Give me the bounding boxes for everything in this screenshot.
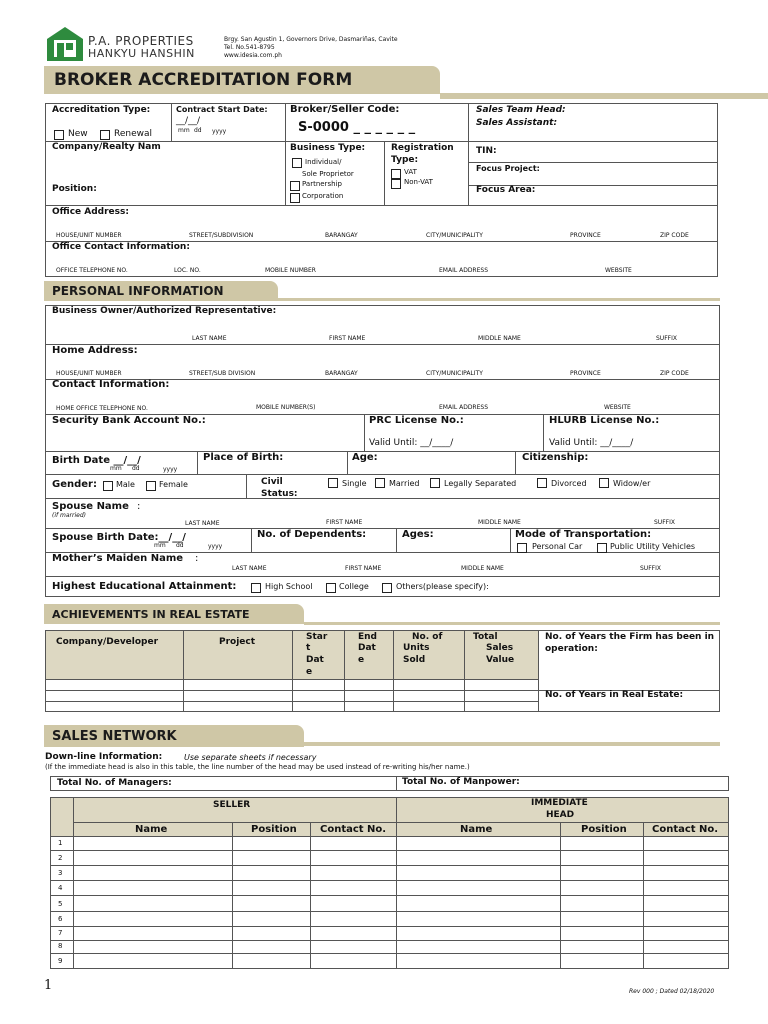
home-col-3: BARANGAY [325, 370, 358, 377]
years-firm-label: No. of Years the Firm has been in operation: [545, 632, 715, 654]
personal-title: PERSONAL INFORMATION [52, 284, 224, 298]
age-label: Age: [352, 452, 378, 463]
mother-colon: : [195, 553, 199, 564]
col-start-4: e [306, 667, 313, 677]
hlurb-label: HLURB License No.: [549, 415, 660, 426]
seller-col-name: Name [135, 824, 168, 835]
home-address-label: Home Address: [52, 345, 138, 356]
col-end-2: Dat [358, 643, 376, 653]
home-col-5: PROVINCE [570, 370, 601, 377]
col-start-3: Dat [306, 655, 324, 665]
high-school-label: High School [265, 582, 313, 591]
spouse-col-4: SUFFIX [654, 519, 675, 526]
married-checkbox[interactable] [375, 478, 385, 488]
office-addr-col-3: BARANGAY [325, 232, 358, 239]
others-label: Others(please specify): [396, 582, 489, 591]
row-number-4: 4 [58, 884, 63, 892]
col-project: Project [219, 637, 256, 647]
nonvat-label: Non-VAT [404, 178, 433, 186]
office-addr-col-2: STREET/SUBDIVISION [189, 232, 254, 239]
hlurb-valid-until[interactable]: Valid Until: __/____/ [549, 438, 634, 448]
office-addr-col-5: PROVINCE [570, 232, 601, 239]
personal-rule [278, 298, 720, 301]
col-units-1: No. of [412, 632, 443, 642]
years-re-label: No. of Years in Real Estate: [545, 690, 684, 700]
office-contact-col-3: MOBILE NUMBER [265, 267, 316, 274]
downline-note: (If the immediate head is also in this table, the line number of the head may be used instead of re-writing his/her name.) [45, 763, 470, 771]
office-contact-col-5: WEBSITE [605, 267, 632, 274]
contact-col-1: HOME OFFICE TELEPHONE NO. [56, 405, 148, 412]
col-total-3: Value [486, 655, 515, 665]
mother-col-1: LAST NAME [232, 565, 267, 572]
sales-assistant-label: Sales Assistant: [476, 118, 558, 128]
birth-dd: dd [132, 465, 140, 472]
registration-type-label: Registration Type: [391, 143, 454, 165]
col-units-3: Sold [403, 655, 426, 665]
mother-col-2: FIRST NAME [345, 565, 382, 572]
mother-col-4: SUFFIX [640, 565, 661, 572]
contact-info-label: Contact Information: [52, 379, 170, 390]
education-label: Highest Educational Attainment: [52, 581, 237, 592]
focus-area-label: Focus Area: [476, 185, 536, 195]
achievements-rule [304, 622, 720, 625]
male-checkbox[interactable] [103, 481, 113, 491]
downline-label: Down-line Information: [45, 752, 163, 762]
female-label: Female [159, 480, 188, 489]
puv-label: Public Utility Vehicles [610, 542, 696, 551]
contract-start-label: Contract Start Date: [176, 105, 268, 114]
owner-col-3: MIDDLE NAME [478, 335, 521, 342]
corporation-label: Corporation [302, 192, 344, 200]
row-number-7: 7 [58, 929, 63, 937]
form-title: BROKER ACCREDITATION FORM [54, 70, 353, 90]
birth-yyyy: yyyy [163, 466, 178, 473]
single-checkbox[interactable] [328, 478, 338, 488]
nonvat-checkbox[interactable] [391, 179, 401, 189]
male-label: Male [116, 480, 135, 489]
widow-checkbox[interactable] [599, 478, 609, 488]
company-name-1: P.A. PROPERTIES [88, 34, 194, 48]
legally-separated-label: Legally Separated [444, 479, 517, 488]
renewal-label: Renewal [114, 129, 153, 139]
security-bank-label: Security Bank Account No.: [52, 415, 206, 426]
row-number-5: 5 [58, 900, 63, 908]
tin-label: TIN: [476, 146, 497, 156]
home-col-1: HOUSE/UNIT NUMBER [56, 370, 122, 377]
prc-label: PRC License No.: [369, 415, 464, 426]
row-number-6: 6 [58, 915, 63, 923]
seller-header: SELLER [213, 800, 251, 810]
position-label: Position: [52, 184, 97, 194]
corporation-checkbox[interactable] [290, 193, 300, 203]
spouse-birth-label: Spouse Birth Date:__/__/ [52, 532, 186, 543]
office-addr-col-6: ZIP CODE [660, 232, 689, 239]
home-col-2: STREET/SUB DIVISION [189, 370, 256, 377]
row-number-3: 3 [58, 869, 63, 877]
immediate-head-1: IMMEDIATE [531, 798, 588, 808]
company-tel: Tel. No.541-8795 [224, 44, 275, 51]
vat-checkbox[interactable] [391, 169, 401, 179]
sales-team-head-label: Sales Team Head: [476, 105, 566, 115]
office-addr-col-1: HOUSE/UNIT NUMBER [56, 232, 122, 239]
col-start-1: Star [306, 632, 328, 642]
ages-label: Ages: [402, 529, 434, 540]
high-school-checkbox[interactable] [251, 583, 261, 593]
partnership-checkbox[interactable] [290, 181, 300, 191]
prc-valid-until[interactable]: Valid Until: __/____/ [369, 438, 454, 448]
spouse-yyyy: yyyy [208, 543, 223, 550]
office-contact-col-4: EMAIL ADDRESS [439, 267, 489, 274]
col-start-2: t [306, 643, 311, 653]
office-addr-col-4: CITY/MUNICIPALITY [426, 232, 483, 239]
contract-yyyy: yyyy [212, 128, 227, 135]
individual-label: Individual/ [305, 158, 342, 166]
page-number: 1 [44, 978, 53, 993]
head-col-contact: Contact No. [652, 824, 719, 835]
row-number-8: 8 [58, 942, 63, 950]
contract-dd: dd [194, 127, 202, 134]
divorced-label: Divorced [551, 479, 587, 488]
company-name-2: HANKYU HANSHIN [88, 47, 195, 60]
company-address: Brgy. San Agustin 1, Governors Drive, Dasmariñas, Cavite [224, 36, 398, 43]
use-separate-note: Use separate sheets if necessary [184, 753, 317, 762]
mother-col-3: MIDDLE NAME [461, 565, 504, 572]
widow-label: Widow/er [613, 479, 651, 488]
sales-network-rule [304, 742, 720, 746]
citizenship-label: Citizenship: [522, 452, 589, 463]
vat-label: VAT [404, 168, 417, 176]
place-of-birth-label: Place of Birth: [203, 452, 284, 463]
head-col-position: Position [581, 824, 627, 835]
logo-icon [46, 26, 84, 62]
owner-col-4: SUFFIX [656, 335, 677, 342]
achievements-title: ACHIEVEMENTS IN REAL ESTATE [52, 608, 250, 621]
college-checkbox[interactable] [326, 583, 336, 593]
civil-status-label: Civil Status: [261, 477, 298, 499]
total-manpower-label: Total No. of Manpower: [402, 777, 520, 787]
spouse-colon: : [137, 501, 141, 512]
col-end-3: e [358, 655, 365, 665]
office-contact-label: Office Contact Information: [52, 242, 190, 252]
contract-start-blank[interactable]: __/__/ [176, 116, 201, 126]
gender-label: Gender: [52, 479, 97, 490]
office-contact-col-1: OFFICE TELEPHONE NO. [56, 267, 128, 274]
company-logo [46, 26, 84, 62]
col-total-1: Total [473, 632, 498, 642]
puv-checkbox[interactable] [597, 543, 607, 553]
company-realty-label: Company/Realty Nam [52, 142, 161, 152]
broker-code-value[interactable]: S-0000 _ _ _ _ _ _ [298, 120, 416, 135]
company-website: www.idesia.com.ph [224, 52, 282, 59]
new-label: New [68, 129, 88, 139]
if-married-note: (if married) [52, 512, 86, 519]
immediate-head-2: HEAD [546, 810, 575, 820]
focus-project-label: Focus Project: [476, 164, 540, 173]
legally-separated-checkbox[interactable] [430, 478, 440, 488]
contact-col-4: WEBSITE [604, 404, 631, 411]
spouse-col-2: FIRST NAME [326, 519, 363, 526]
col-company-developer: Company/Developer [56, 637, 159, 647]
married-label: Married [389, 479, 420, 488]
owner-col-1: LAST NAME [192, 335, 227, 342]
dependents-label: No. of Dependents: [257, 529, 367, 540]
contact-col-2: MOBILE NUMBER(S) [256, 404, 316, 411]
office-contact-col-2: LOC. NO. [174, 267, 201, 274]
birth-date-label: Birth Date __/__/ [52, 455, 141, 466]
contact-col-3: EMAIL ADDRESS [439, 404, 489, 411]
individual-checkbox[interactable] [292, 158, 302, 168]
seller-col-contact: Contact No. [320, 824, 387, 835]
col-units-2: Units [403, 643, 430, 653]
personal-car-checkbox[interactable] [517, 543, 527, 553]
college-label: College [339, 582, 369, 591]
broker-code-label: Broker/Seller Code: [290, 104, 400, 115]
total-managers-label: Total No. of Managers: [57, 778, 172, 788]
partnership-label: Partnership [302, 180, 342, 188]
home-col-4: CITY/MUNICIPALITY [426, 370, 483, 377]
spouse-dd: dd [176, 542, 184, 549]
owner-label: Business Owner/Authorized Representative: [52, 306, 277, 316]
seller-col-position: Position [251, 824, 297, 835]
sales-network-title: SALES NETWORK [52, 729, 177, 744]
spouse-col-3: MIDDLE NAME [478, 519, 521, 526]
head-col-name: Name [460, 824, 493, 835]
business-type-label: Business Type: [290, 143, 366, 153]
row-number-2: 2 [58, 854, 63, 862]
others-checkbox[interactable] [382, 583, 392, 593]
contract-mm: mm [178, 127, 190, 134]
renewal-checkbox[interactable] [100, 130, 110, 140]
office-address-label: Office Address: [52, 207, 129, 217]
single-label: Single [342, 479, 367, 488]
col-end-1: End [358, 632, 377, 642]
sole-proprietor-label: Sole Proprietor [302, 170, 354, 178]
spouse-name-label: Spouse Name [52, 501, 129, 512]
divorced-checkbox[interactable] [537, 478, 547, 488]
col-total-2: Sales [486, 643, 514, 653]
mother-maiden-label: Mother’s Maiden Name [52, 553, 184, 564]
row-number-9: 9 [58, 957, 63, 965]
transport-label: Mode of Transportation: [515, 529, 652, 540]
personal-car-label: Personal Car [532, 542, 583, 551]
birth-mm: mm [110, 465, 122, 472]
spouse-col-1: LAST NAME [185, 520, 220, 527]
title-rule [440, 93, 768, 99]
row-number-1: 1 [58, 839, 63, 847]
revision-note: Rev 000 ; Dated 02/18/2020 [629, 988, 715, 995]
female-checkbox[interactable] [146, 481, 156, 491]
new-checkbox[interactable] [54, 130, 64, 140]
owner-col-2: FIRST NAME [329, 335, 366, 342]
home-col-6: ZIP CODE [660, 370, 689, 377]
spouse-mm: mm [154, 542, 166, 549]
accreditation-type-label: Accreditation Type: [52, 105, 151, 115]
